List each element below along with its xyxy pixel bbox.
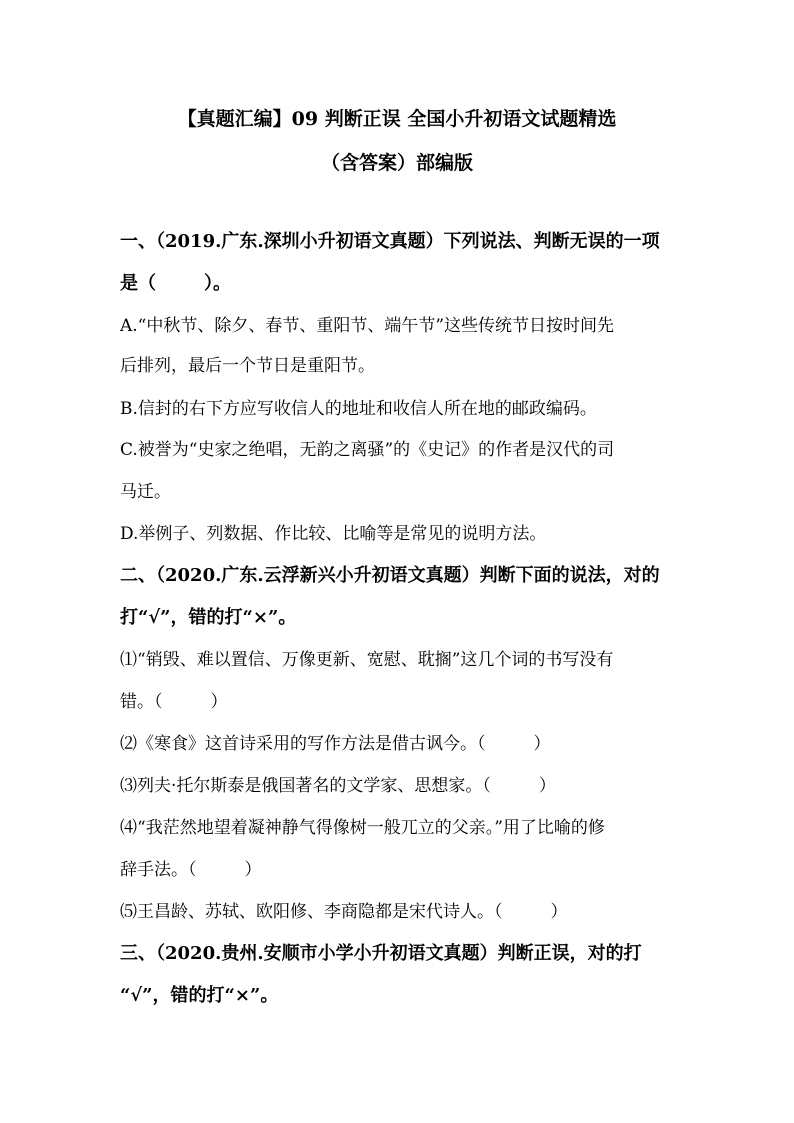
question-1-option-c-line-1: C.被誉为“史家之绝唱，无韵之离骚”的《史记》的作者是汉代的司	[120, 440, 615, 460]
question-3-stem-line-1: 三、（2020.贵州.安顺市小学小升初语文真题）判断正误，对的打	[120, 943, 642, 964]
question-2-item-5: ⑸王昌龄、苏轼、欧阳修、李商隐都是宋代诗人。（ ）	[120, 902, 568, 922]
question-1-option-d: D.举例子、列数据、作比较、比喻等是常见的说明方法。	[120, 524, 547, 544]
document-title-line-1: 【真题汇编】09 判断正误 全国小升初语文试题精选	[177, 108, 617, 130]
document-title-line-2: （含答案）部编版	[320, 152, 473, 174]
question-2-item-1-line-1: ⑴“销毁、难以置信、万像更新、宽慰、耽搁”这几个词的书写没有	[120, 650, 614, 670]
question-2-item-1-line-2: 错。（ ）	[120, 692, 228, 712]
question-2-stem-line-2: 打“√”，错的打“×”。	[120, 607, 297, 628]
question-2-item-3: ⑶列夫·托尔斯泰是俄国著名的文学家、思想家。（ ）	[120, 776, 556, 796]
question-2-stem-line-1: 二、（2020.广东.云浮新兴小升初语文真题）判断下面的说法，对的	[120, 565, 660, 586]
question-3-stem-line-2: “√”，错的打“×”。	[120, 985, 279, 1006]
question-1-option-c-line-2: 马迁。	[120, 482, 171, 502]
question-1-stem-line-1: 一、（2019.广东.深圳小升初语文真题）下列说法、判断无误的一项	[120, 231, 660, 252]
question-2-item-4-line-1: ⑷“我茫然地望着凝神静气得像树一般兀立的父亲。”用了比喻的修	[120, 818, 605, 838]
question-1-option-b: B.信封的右下方应写收信人的地址和收信人所在地的邮政编码。	[120, 399, 597, 419]
question-2-item-4-line-2: 辞手法。（ ）	[120, 860, 262, 880]
question-1-option-a-line-2: 后排列，最后一个节日是重阳节。	[120, 356, 375, 376]
question-1-stem-line-2: 是（ ）。	[120, 273, 231, 294]
question-1-option-a-line-1: A.“中秋节、除夕、春节、重阳节、端午节”这些传统节日按时间先	[120, 316, 615, 336]
question-2-item-2: ⑵《寒食》这首诗采用的写作方法是借古讽今。（ ）	[120, 734, 551, 754]
